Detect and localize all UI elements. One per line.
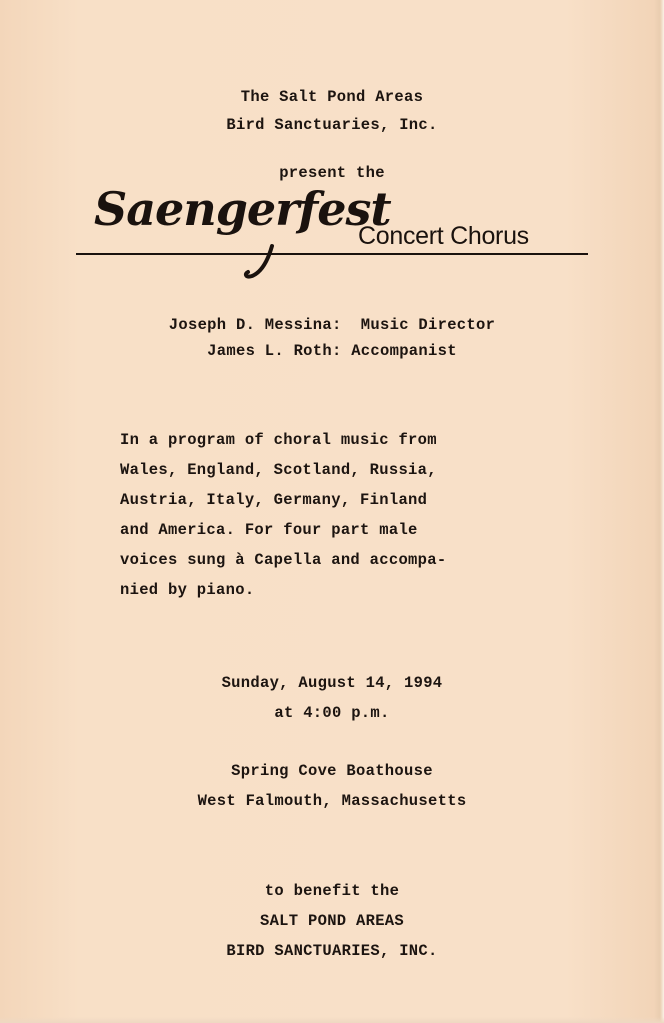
event-location: West Falmouth, Massachusetts <box>197 792 467 810</box>
music-director: Joseph D. Messina: Music Director <box>168 316 496 334</box>
benefit-intro: to benefit the <box>264 882 400 900</box>
event-date: Sunday, August 14, 1994 <box>221 674 443 692</box>
logo-script: Saengerfest <box>94 182 391 236</box>
program-line: nied by piano. <box>120 581 255 599</box>
present-the: present the <box>279 164 385 182</box>
benefit-org-1: SALT POND AREAS <box>259 912 405 930</box>
logo-subtitle: Concert Chorus <box>358 222 529 250</box>
program-line: and America. For four part male <box>120 521 418 539</box>
program-line: Wales, England, Scotland, Russia, <box>120 461 437 479</box>
benefit-org-2: BIRD SANCTUARIES, INC. <box>226 942 438 960</box>
program-description <box>120 425 540 605</box>
presenter-line-1: The Salt Pond Areas <box>240 88 424 106</box>
program-line: In a program of choral music from <box>120 431 437 449</box>
saengerfest-logo <box>76 182 588 282</box>
event-venue: Spring Cove Boathouse <box>231 762 433 780</box>
event-time: at 4:00 p.m. <box>274 704 390 722</box>
program-line: voices sung à Capella and accompa- <box>120 551 447 569</box>
presenter-line-2: Bird Sanctuaries, Inc. <box>226 116 438 134</box>
paper-bottom-edge <box>0 1017 664 1023</box>
program-line: Austria, Italy, Germany, Finland <box>120 491 428 509</box>
paper-edge <box>654 0 664 1023</box>
accompanist: James L. Roth: Accompanist <box>207 342 457 360</box>
logo-f-descender <box>76 182 588 282</box>
